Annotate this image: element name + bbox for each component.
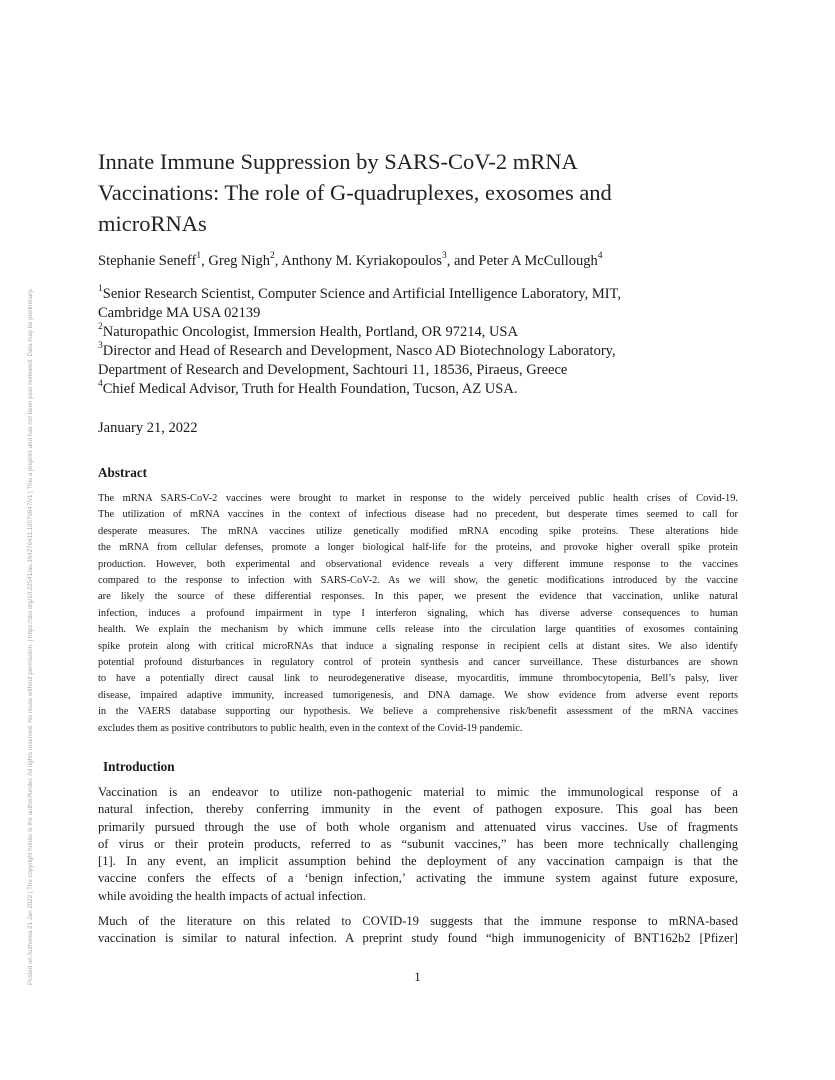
affil-mark: 1 — [98, 284, 103, 295]
author-name: Greg Nigh — [208, 253, 271, 269]
affil-mark: 3 — [98, 341, 103, 352]
author-affil-mark: 4 — [597, 251, 603, 262]
affiliation-3-cont: Department of Research and Development, Sachtouri 11, 18536, Piraeus, Greece — [98, 362, 568, 378]
publication-date: January 21, 2022 — [98, 420, 198, 436]
abstract-line: disease, impaired adaptive immunity, increased tumorigenesis, and DNA damage. We show evidence from adverse event reports — [98, 689, 738, 701]
affil-mark: 2 — [98, 322, 103, 333]
affil-text: Naturopathic Oncologist, Immersion Health, Portland, OR 97214, USA — [102, 324, 518, 340]
abstract-line: are likely the source of these differential responses. In this paper, we present the evidence that vaccination, unlike natural — [98, 591, 738, 603]
affiliation-3 — [98, 342, 748, 361]
intro-line: of virus or their protein products, referred to as “subunit vaccines,” has been more technically challenging — [98, 836, 738, 851]
intro-line: vaccination is similar to natural infection. A preprint study found “high immunogenicity of BNT162b2 [Pfizer] — [98, 931, 738, 946]
preprint-sidebar-note: Posted on Authorea 21 Jan 2022 | The copyright holder is the author/funder. All rights reserved. No reuse without permission. | https://doi.org/10.22541/au.164276411.10570847/v1 | This a preprint and has not been peer reviewed. Data may be preliminary. — [27, 288, 34, 985]
abstract-heading: Abstract — [98, 465, 148, 480]
author-name: Anthony M. Kyriakopoulos — [281, 253, 442, 269]
title-line: Innate Immune Suppression by SARS-CoV-2 mRNA — [98, 149, 578, 174]
abstract-line: desperate measures. The mRNA vaccines utilize genetically modified mRNA encoding spike proteins. These alterations hide — [98, 525, 738, 537]
abstract-line: the mRNA from cellular defenses, promote a longer biological half-life for the proteins, and provoke higher overall spike protein — [98, 542, 738, 554]
abstract-line: potential profound disturbances in regulatory control of protein synthesis and cancer surveillance. These disturbances are shown — [98, 657, 738, 669]
affiliation-list — [98, 285, 748, 399]
author-name: Peter A McCullough — [478, 253, 598, 269]
author-name: Stephanie Seneff — [98, 253, 197, 269]
title-line: Vaccinations: The role of G-quadruplexes, exosomes and — [98, 180, 612, 205]
intro-line: Vaccination is an endeavor to utilize non-pathogenic material to mimic the immunological response of a — [98, 785, 738, 799]
intro-line: while avoiding the health impacts of actual infection. — [98, 888, 366, 903]
introduction-heading: Introduction — [103, 759, 175, 774]
affiliation-1 — [98, 285, 748, 304]
affil-text: Director and Head of Research and Development, Nasco AD Biotechnology Laboratory, — [102, 343, 616, 359]
abstract-line: health. We explain the mechanism by which immune cells release into the circulation large quantities of exosomes containing — [98, 624, 738, 636]
abstract-line: excludes them as positive contributors to public health, even in the context of the Covid-19 pandemic. — [98, 722, 523, 734]
author-affil-mark: 2 — [270, 251, 275, 262]
page-number: 1 — [414, 969, 421, 984]
abstract-line: compared to the response to infection with SARS-CoV-2. As we will show, the genetic modifications introduced by the vaccine — [98, 575, 738, 587]
author-separator: , and — [446, 253, 479, 269]
abstract-line: to have a potentially direct causal link to neurodegenerative disease, myocarditis, immune thrombocytopenia, Bell’s palsy, liver — [98, 673, 738, 685]
intro-line: [1]. In any event, an implicit assumption behind the deployment of any vaccination campaign is that the — [98, 854, 738, 869]
affiliation-1-cont: Cambridge MA USA 02139 — [98, 305, 261, 321]
abstract-body — [98, 491, 738, 737]
affil-text: Chief Medical Advisor, Truth for Health Foundation, Tucson, AZ USA. — [102, 381, 518, 397]
affil-mark: 4 — [98, 379, 103, 390]
affiliation-4 — [98, 380, 748, 399]
abstract-line: The utilization of mRNA vaccines in the context of infectious disease had no precedent, but desperate times seemed to call for — [98, 509, 738, 521]
intro-line: primarily pursued through the use of both whole organism and attenuated virus vaccines. Use of fragments — [98, 819, 738, 834]
author-separator: , — [274, 253, 282, 269]
abstract-line: The mRNA SARS-CoV-2 vaccines were brought to market in response to the widely perceived public health crises of Covid-19. — [98, 493, 738, 504]
author-affil-mark: 3 — [441, 251, 447, 262]
abstract-line: in the VAERS database supporting our hypothesis. We believe a comprehensive risk/benefit assessment of the mRNA vaccines — [98, 706, 738, 718]
intro-line: vaccine confers the effects of a ‘benign infection,’ activating the immune system against future exposure, — [98, 871, 738, 886]
intro-line: natural infection, thereby conferring immunity in the event of pathogen exposure. This goal has been — [98, 802, 738, 817]
author-affil-mark: 1 — [196, 251, 202, 262]
abstract-line: infection, induces a profound impairment in type I interferon signaling, which has diverse adverse consequences to human — [98, 607, 738, 619]
intro-line: Much of the literature on this related to COVID-19 suggests that the immune response to mRNA-based — [98, 914, 738, 929]
introduction-body — [98, 784, 738, 948]
paper-title — [98, 146, 738, 239]
title-line: microRNAs — [98, 211, 207, 236]
affil-text: Senior Research Scientist, Computer Science and Artificial Intelligence Laboratory, MIT, — [102, 286, 621, 302]
paragraph-gap — [98, 905, 738, 913]
abstract-line: production. However, both experimental and observational evidence reveals a very different immune response to the vaccines — [98, 558, 738, 570]
affiliation-2 — [98, 323, 748, 342]
abstract-line: spike protein along with critical microRNAs that induce a signaling response in recipient cells at distant sites. We also identify — [98, 640, 738, 652]
author-list — [98, 253, 602, 270]
author-separator: , — [201, 253, 209, 269]
